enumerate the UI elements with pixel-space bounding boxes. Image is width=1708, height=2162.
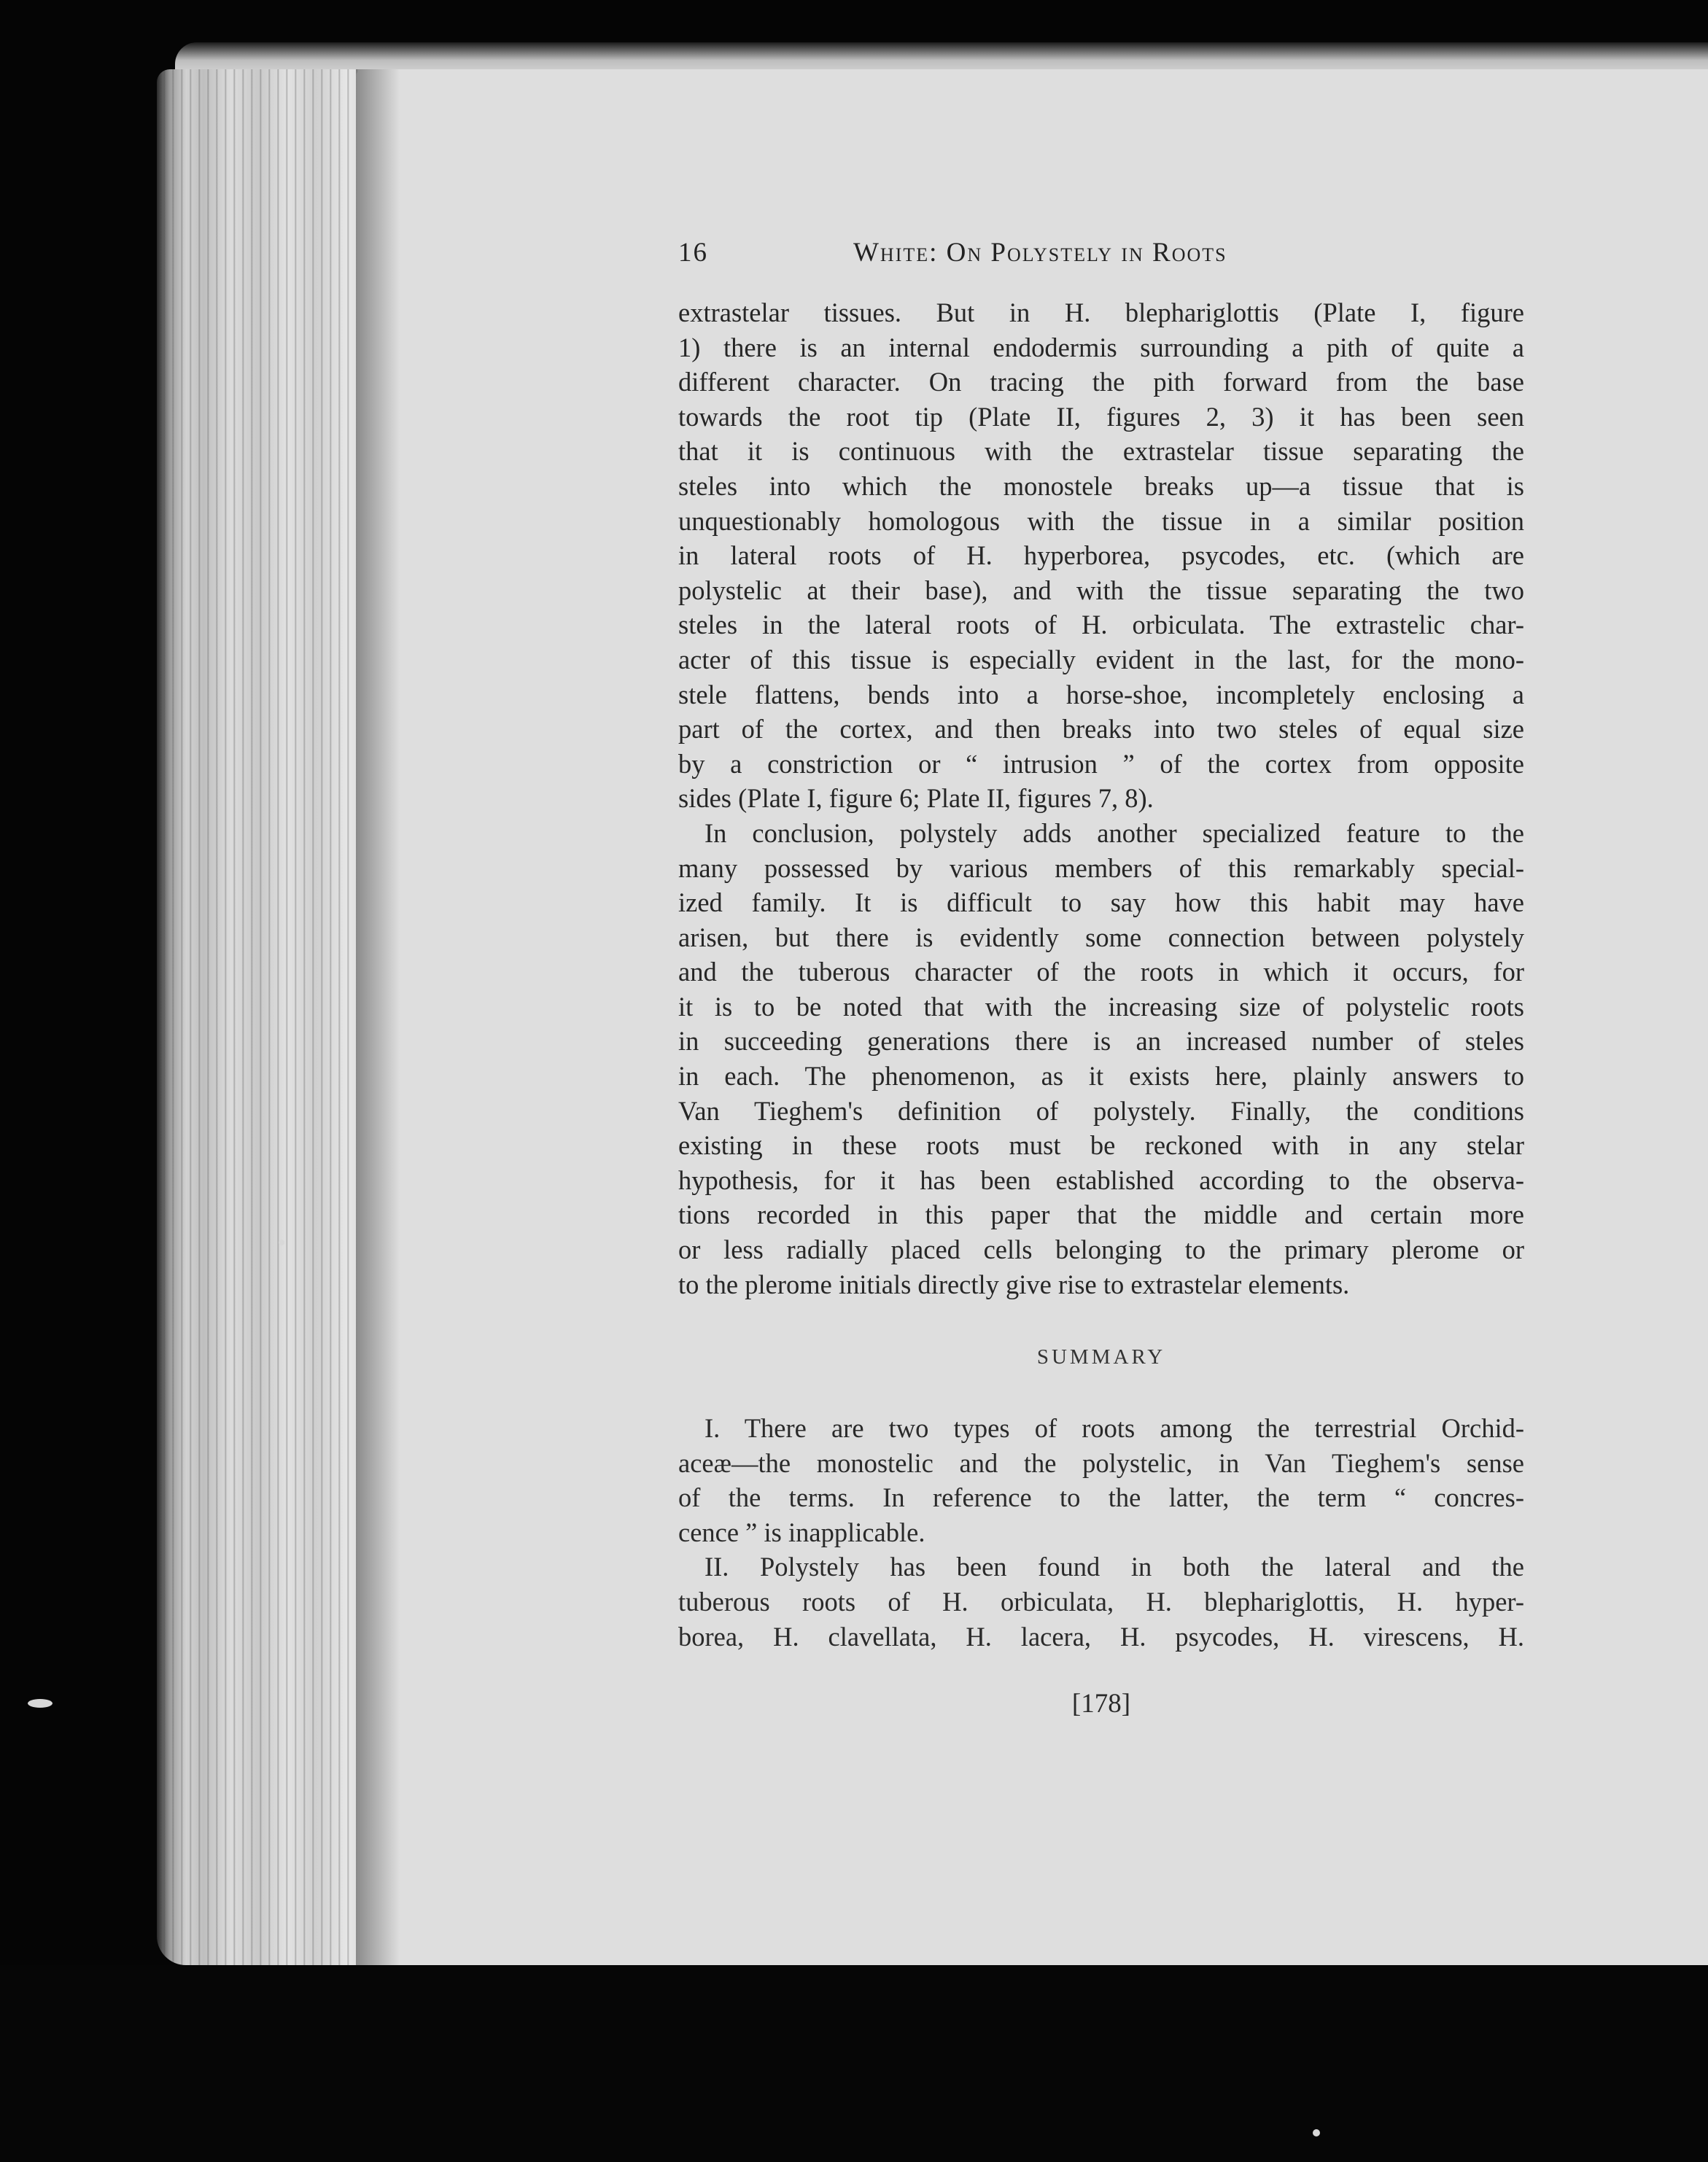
dust-speck xyxy=(1313,2129,1320,2136)
text-line: to the plerome initials directly give rise to extrastelar elements. xyxy=(678,1269,1350,1299)
page-marker: [178] xyxy=(1071,1689,1131,1719)
text-line: or less radially placed cells belonging to the primary plerome or xyxy=(678,1234,1524,1265)
text-line: I. There are two types of roots among the terrestrial Orchid- xyxy=(704,1413,1524,1443)
text-line: stele flattens, bends into a horse-shoe, incompletely enclosing a xyxy=(678,679,1524,709)
text-line: in lateral roots of H. hyperborea, psycodes, etc. (which are xyxy=(678,540,1524,571)
page-number: 16 xyxy=(678,238,708,268)
text-line: of the terms. In reference to the latter, the term “ concres- xyxy=(678,1482,1524,1513)
page-stack-lines xyxy=(157,69,368,1965)
text-line: steles into which the monostele breaks up—a tissue that is xyxy=(678,470,1524,501)
text-line: II. Polystely has been found in both the lateral and the xyxy=(704,1552,1524,1582)
text-line: tions recorded in this paper that the middle and certain more xyxy=(678,1199,1524,1230)
text-line: extrastelar tissues. But in H. blephariglottis (Plate I, figure xyxy=(678,298,1524,327)
background-dark-left xyxy=(0,0,157,2162)
text-line: ized family. It is difficult to say how this habit may have xyxy=(678,887,1524,918)
text-line: different character. On tracing the pith forward from the base xyxy=(678,367,1524,397)
text-line: hypothesis, for it has been established according to the observa- xyxy=(678,1164,1524,1195)
text-line: it is to be noted that with the increasing size of polystelic roots xyxy=(678,991,1524,1022)
summary-text xyxy=(678,1411,1524,1654)
text-line: in succeeding generations there is an increased number of steles xyxy=(678,1026,1524,1057)
gutter-shadow xyxy=(356,69,400,1965)
text-line: part of the cortex, and then breaks into two steles of equal size xyxy=(678,714,1524,744)
running-header xyxy=(678,237,1532,273)
text-line: borea, H. clavellata, H. lacera, H. psycodes, H. virescens, H. xyxy=(678,1621,1524,1652)
text-line: and the tuberous character of the roots in which it occurs, for xyxy=(678,957,1524,987)
text-line: in each. The phenomenon, as it exists here, plainly answers to xyxy=(678,1061,1524,1092)
text-line: unquestionably homologous with the tissue in a similar position xyxy=(678,505,1524,536)
text-line: existing in these roots must be reckoned with in any stelar xyxy=(678,1130,1524,1161)
background-dark-bottom xyxy=(0,1965,1708,2162)
text-line: aceæ—the monostelic and the polystelic, in Van Tieghem's sense xyxy=(678,1447,1524,1478)
summary-heading: SUMMARY xyxy=(1036,1345,1166,1369)
text-line: by a constriction or “ intrusion ” of the cortex from opposite xyxy=(678,748,1524,779)
body-text xyxy=(678,295,1524,1302)
text-line: tuberous roots of H. orbiculata, H. blephariglottis, H. hyper- xyxy=(678,1586,1524,1617)
text-line: that it is continuous with the extrastelar tissue separating the xyxy=(678,436,1524,467)
text-line: towards the root tip (Plate II, figures 2, 3) it has been seen xyxy=(678,401,1524,432)
text-line: acter of this tissue is especially evident in the last, for the mono- xyxy=(678,644,1524,674)
text-line: Van Tieghem's definition of polystely. Finally, the conditions xyxy=(678,1095,1524,1126)
text-line: polystelic at their base), and with the tissue separating the two xyxy=(678,575,1524,605)
text-line: arisen, but there is evidently some connection between polystely xyxy=(678,922,1524,952)
running-title: White: On Polystely in Roots xyxy=(853,238,1227,268)
dust-speck xyxy=(279,1240,284,1245)
text-line: steles in the lateral roots of H. orbiculata. The extrastelic char- xyxy=(678,610,1524,640)
dust-speck xyxy=(28,1699,53,1708)
text-line: 1) there is an internal endodermis surrounding a pith of quite a xyxy=(678,332,1524,362)
text-line: many possessed by various members of this remarkably special- xyxy=(678,852,1524,883)
text-line: In conclusion, polystely adds another specialized feature to the xyxy=(704,817,1524,848)
text-line: cence ” is inapplicable. xyxy=(678,1517,925,1547)
text-line: sides (Plate I, figure 6; Plate II, figures 7, 8). xyxy=(678,783,1154,814)
